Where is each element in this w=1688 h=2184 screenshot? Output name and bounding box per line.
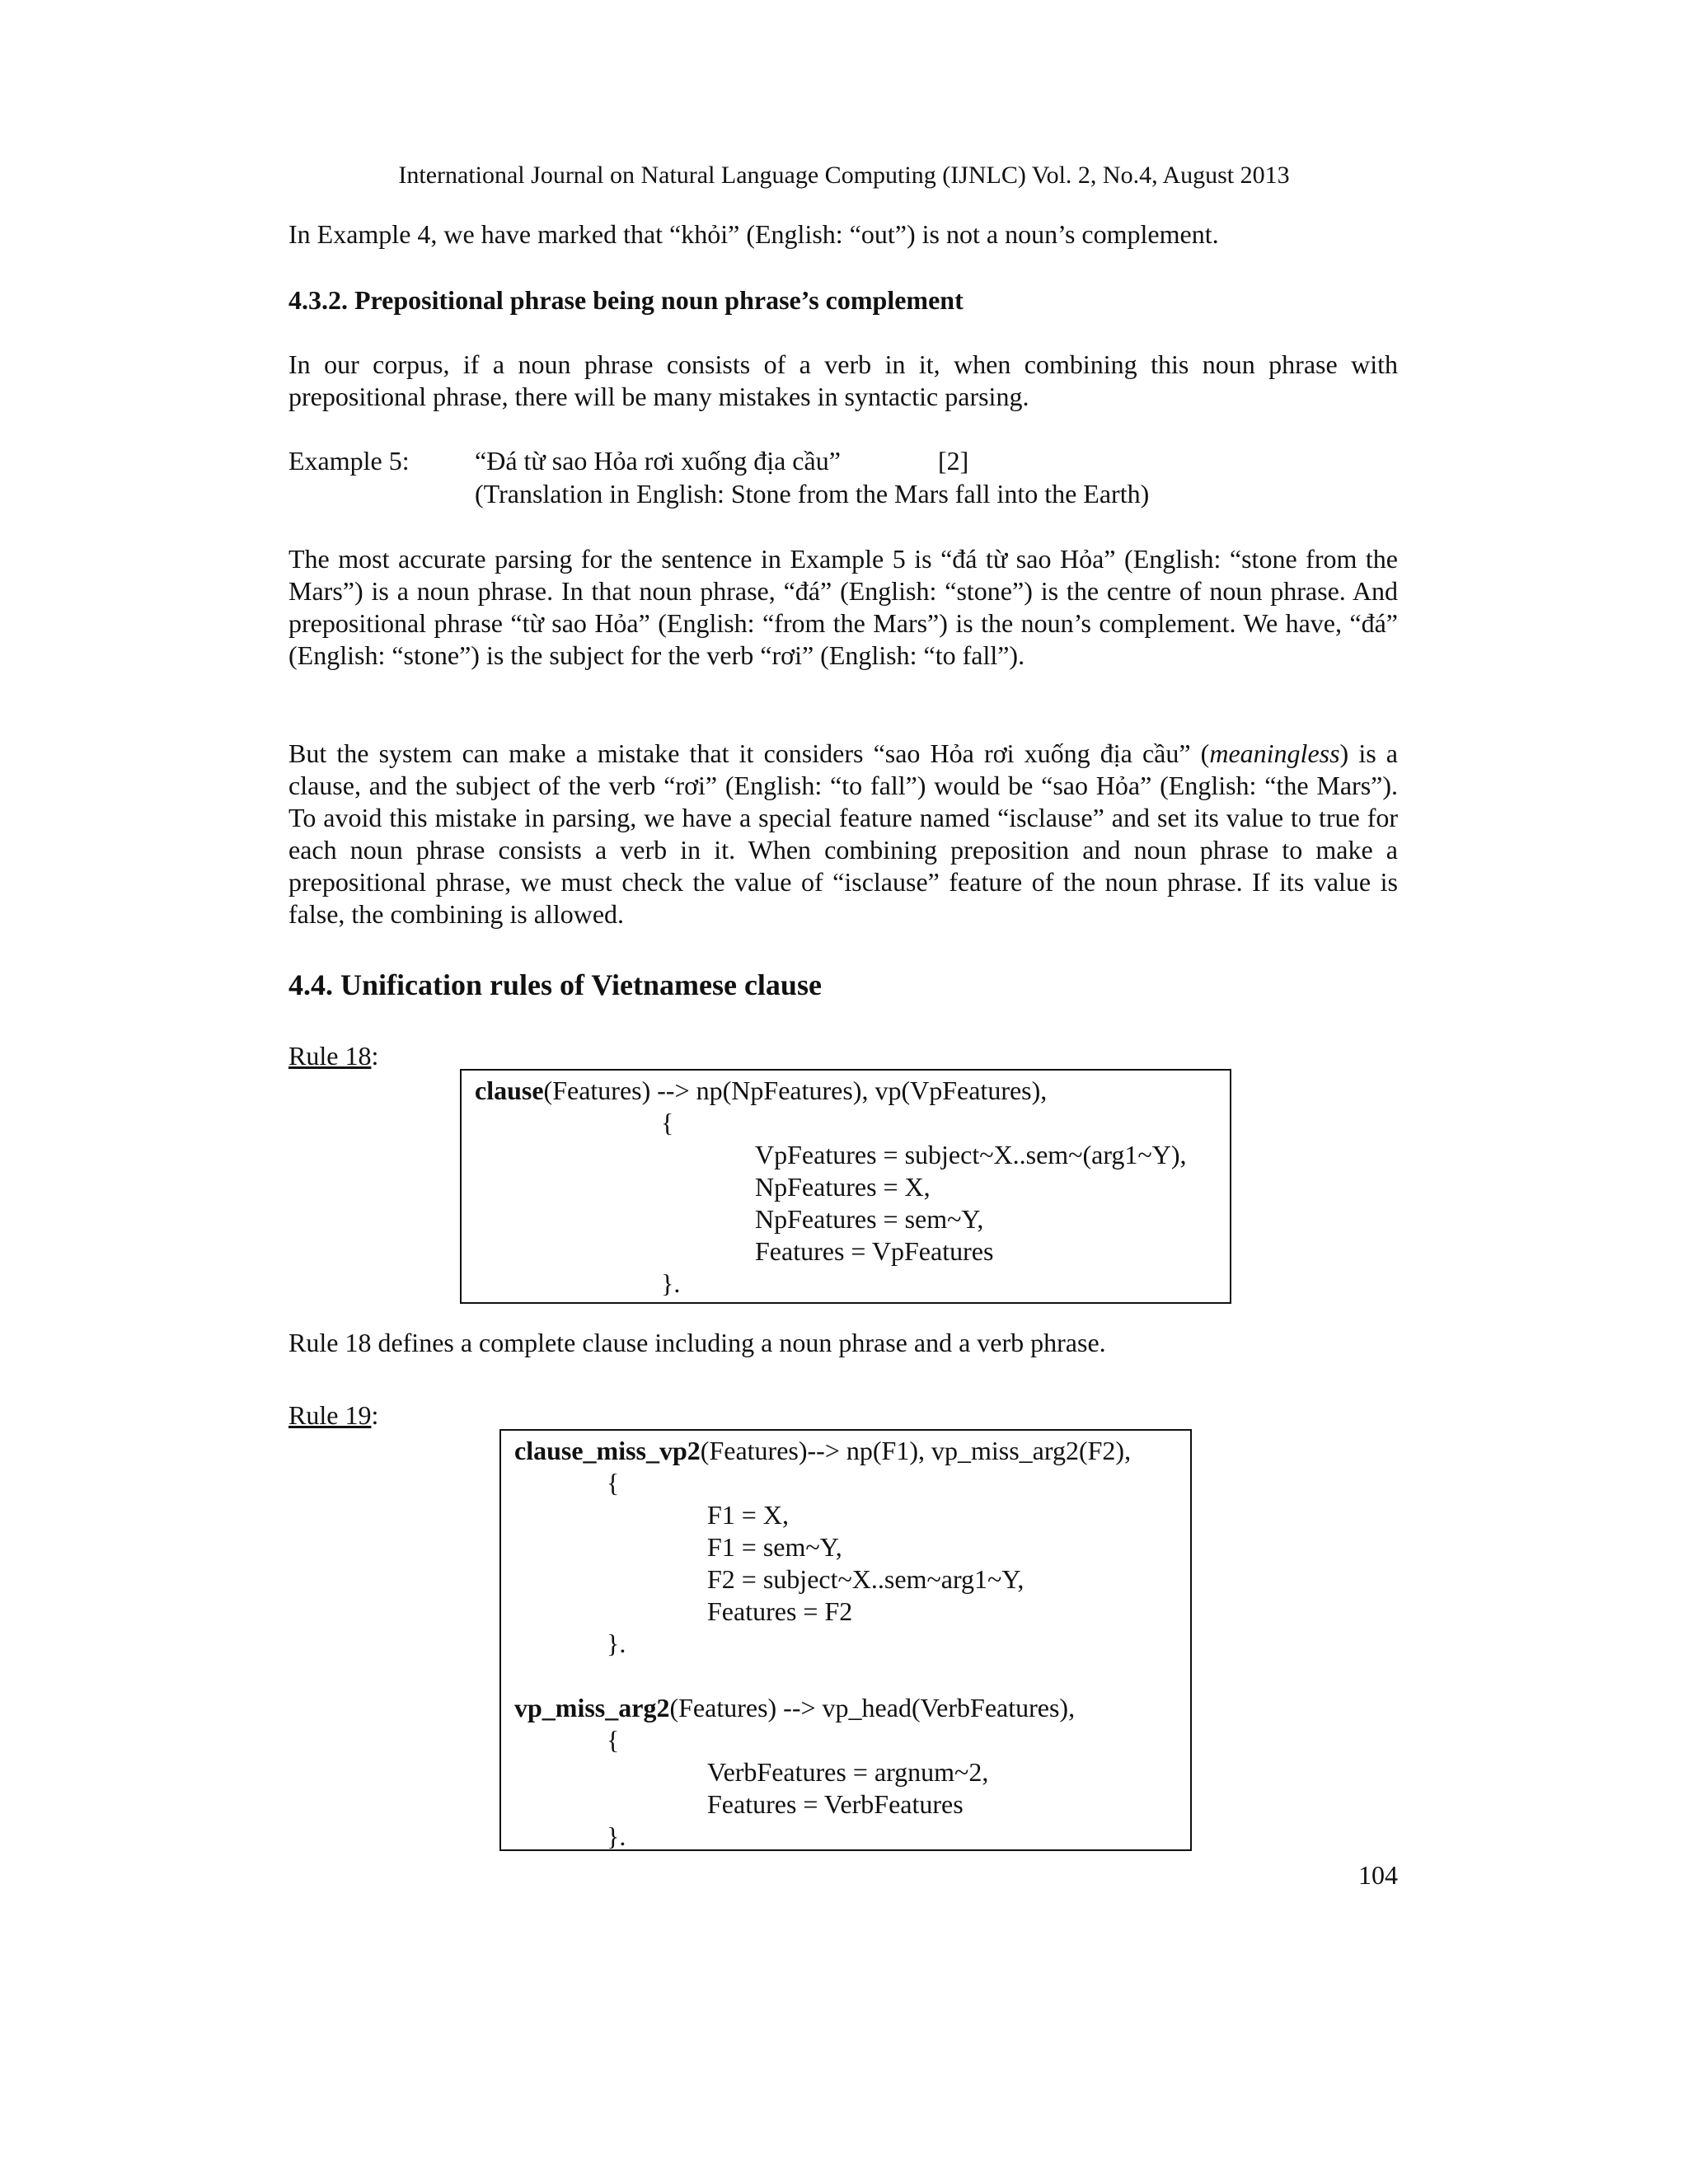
rule-19-label-colon: : [371,1400,379,1430]
section-heading-4-3-2: 4.3.2. Prepositional phrase being noun phrase’s complement [288,285,964,315]
rule-18-label-text: Rule 18 [288,1041,372,1071]
rule-18-line-4: Features = VpFeatures [755,1236,994,1266]
rule-18-head [475,1075,1047,1107]
rule-19-box [499,1429,1192,1851]
rule-19-head-2-name: vp_miss_arg2 [514,1693,670,1722]
rule-18-line-2: NpFeatures = X, [755,1172,931,1202]
example-sentence: “Đá từ sao Hỏa rơi xuống địa cầu” [475,446,841,476]
rule-19-close-brace-1: }. [607,1629,626,1658]
example-reference: [2] [938,446,969,476]
rule-18-description: Rule 18 defines a complete clause including a noun phrase and a verb phrase. [288,1328,1106,1357]
rule-18-box [460,1069,1231,1304]
rule-19-block1-line-1: F1 = X, [707,1500,789,1530]
rule-19-head-2 [514,1692,1075,1724]
rule-19-open-brace-2: { [607,1725,620,1755]
rule-19-head-1-name: clause_miss_vp2 [514,1436,701,1465]
paragraph-accurate-parsing: The most accurate parsing for the sentence in Example 5 is “đá từ sao Hỏa” (English: “stone from the Mars”) is a noun phrase. In that noun phrase, “đá” (English: “stone”) is the centre of noun phrase. And prepositional phrase “từ sao Hỏa” (English: “from the Mars”) is the noun’s complement. We have, “đá” (English: “stone”) is the subject for the verb “rơi” (English: “to fall”). [288,544,1398,670]
example-translation: (Translation in English: Stone from the Mars fall into the Earth) [475,479,1150,509]
para3-italic-term: meaningless [1209,738,1340,768]
rule-19-label-text: Rule 19 [288,1400,372,1430]
rule-18-label-colon: : [371,1041,379,1071]
section-heading-4-4: 4.4. Unification rules of Vietnamese clause [288,968,822,1001]
rule-18-label [288,1040,378,1072]
page-number: 104 [1358,1860,1398,1890]
rule-19-open-brace-1: { [607,1468,620,1497]
rule-19-head-1-rest: (Features)--> np(F1), vp_miss_arg2(F2), [700,1436,1132,1465]
example-label: Example 5: [288,446,410,476]
rule-19-block2-line-1: VerbFeatures = argnum~2, [707,1757,989,1787]
rule-18-head-name: clause [475,1076,544,1105]
rule-19-head-1 [514,1435,1131,1467]
intro-line: In Example 4, we have marked that “khỏi” (English: “out”) is not a noun’s complement. [288,219,1219,249]
rule-19-label [288,1399,378,1432]
rule-19-head-2-rest: (Features) --> vp_head(VerbFeatures), [669,1693,1076,1722]
rule-18-open-brace: { [661,1108,674,1137]
rule-18-line-3: NpFeatures = sem~Y, [755,1204,984,1234]
paragraph-system-mistake [288,738,1398,930]
rule-19-block2-line-2: Features = VerbFeatures [707,1789,964,1819]
running-header: International Journal on Natural Language Computing (IJNLC) Vol. 2, No.4, August 2013 [398,162,1290,189]
rule-19-block1-line-3: F2 = subject~X..sem~arg1~Y, [707,1564,1025,1594]
para3-text-before: But the system can make a mistake that it considers “sao Hỏa rơi xuống địa cầu” ( [288,738,1210,768]
rule-18-line-1: VpFeatures = subject~X..sem~(arg1~Y), [755,1140,1187,1169]
rule-18-close-brace: }. [661,1268,681,1298]
rule-19-block1-line-2: F1 = sem~Y, [707,1532,842,1562]
rule-19-close-brace-2: }. [607,1821,626,1851]
paragraph-corpus: In our corpus, if a noun phrase consists of a verb in it, when combining this noun phrase with prepositional phrase, there will be many mistakes in syntactic parsing. [288,349,1398,411]
rule-19-block1-line-4: Features = F2 [707,1596,853,1626]
rule-18-head-rest: (Features) --> np(NpFeatures), vp(VpFeatures), [543,1076,1048,1105]
para3-text-after: ) is a clause, and the subject of the verb “rơi” (English: “to fall”) would be “sao Hỏa” (English: “the Mars”). To avoid this mistake in parsing, we have a special feature named “isclause” and set its value to true for each noun phrase consists a verb in it. When combining preposition and noun phrase to make a prepositional phrase, we must check the value of “isclause” feature of the noun phrase. If its value is false, the combining is allowed. [288,738,1399,929]
